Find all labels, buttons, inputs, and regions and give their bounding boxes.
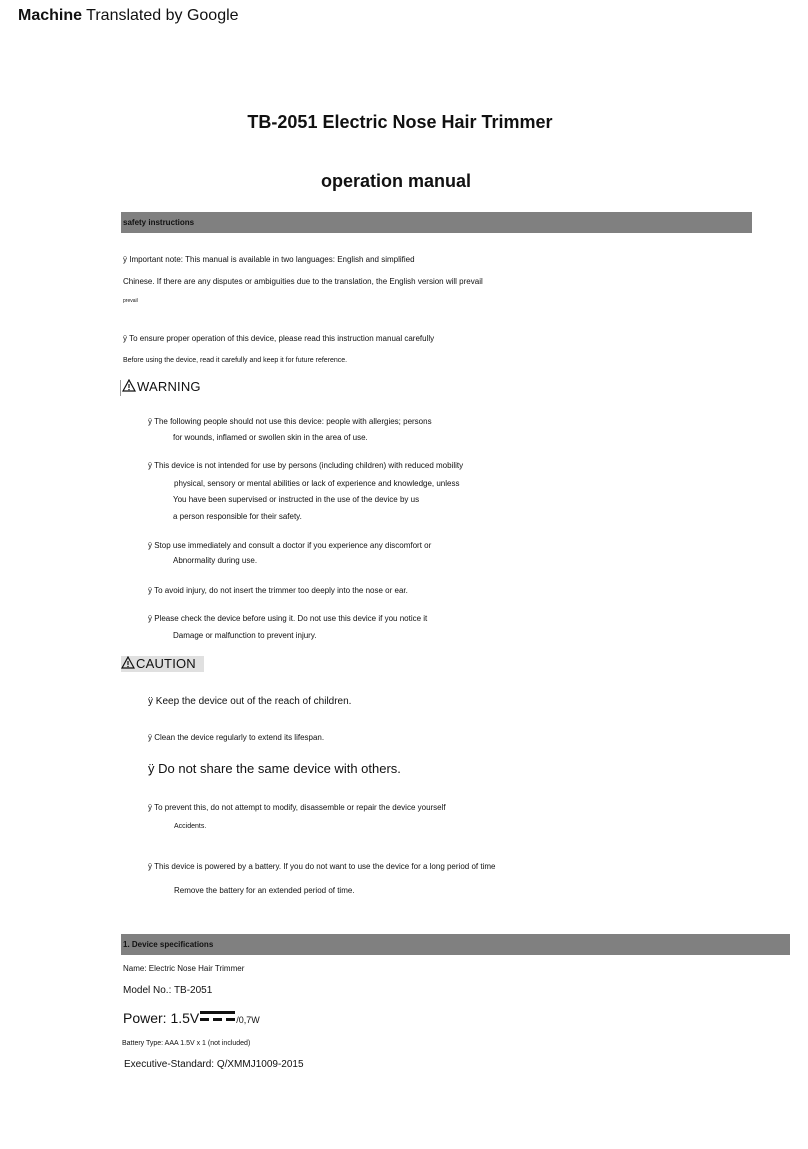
warning-item-5-l2: Damage or malfunction to prevent injury. — [173, 631, 317, 640]
caution-item-2-l1: ÿ Clean the device regularly to extend its lifespan. — [148, 733, 325, 742]
warning-margin-line — [120, 380, 121, 396]
caution-triangle-icon — [121, 656, 135, 672]
warning-item-2-l3: You have been supervised or instructed in the use of the device by us — [173, 495, 420, 504]
translation-banner — [18, 7, 239, 25]
warning-heading — [122, 379, 201, 395]
document-title: TB-2051 Electric Nose Hair Trimmer — [247, 112, 553, 132]
spec-name: Name: Electric Nose Hair Trimmer — [123, 964, 245, 973]
banner-rest: Translated by Google — [86, 7, 239, 24]
spec-power — [123, 1009, 260, 1026]
caution-item-5-l1: ÿ This device is powered by a battery. If you do not want to use the device for a long period of time — [148, 862, 496, 871]
dc-current-symbol-icon — [200, 1009, 235, 1025]
specs-section-header: 1. Device specifications — [121, 934, 790, 955]
warning-item-3-l1: ÿ Stop use immediately and consult a doctor if you experience any discomfort or — [148, 541, 432, 550]
spec-power-suffix: /0,7W — [236, 1015, 260, 1025]
safety-section-header: safety instructions — [121, 212, 752, 233]
spec-power-prefix: Power: 1.5V — [123, 1010, 200, 1026]
spec-battery: Battery Type: AAA 1.5V x 1 (not included) — [122, 1040, 251, 1047]
warning-item-3-l2: Abnormality during use. — [173, 556, 258, 565]
warning-item-2-l2: physical, sensory or mental abilities or lack of experience and knowledge, unless — [174, 479, 460, 488]
caution-item-4-l2: Accidents. — [174, 823, 207, 830]
warning-item-5-l1: ÿ Please check the device before using it. Do not use this device if you notice it — [148, 614, 428, 623]
document-subtitle: operation manual — [320, 171, 472, 191]
spec-standard: Executive-Standard: Q/XMMJ1009-2015 — [124, 1059, 304, 1070]
note1-line1: ÿ Important note: This manual is available in two languages: English and simplified — [123, 255, 415, 264]
note2-line2: Before using the device, read it carefully and keep it for future reference. — [123, 357, 348, 364]
spec-model: Model No.: TB-2051 — [123, 985, 213, 996]
note1-line2: Chinese. If there are any disputes or ambiguities due to the translation, the English version will prevail — [123, 277, 483, 286]
warning-item-1-l2: for wounds, inflamed or swollen skin in the area of use. — [173, 433, 368, 442]
warning-item-4-l1: ÿ To avoid injury, do not insert the trimmer too deeply into the nose or ear. — [148, 586, 408, 595]
caution-item-4-l1: ÿ To prevent this, do not attempt to modify, disassemble or repair the device yourself — [148, 803, 446, 812]
note2-line1: ÿ To ensure proper operation of this device, please read this instruction manual carefully — [123, 334, 435, 343]
banner-machine: Machine — [18, 7, 83, 24]
warning-item-2-l1: ÿ This device is not intended for use by persons (including children) with reduced mobility — [148, 461, 464, 470]
note1-line3: prevail — [123, 298, 138, 304]
caution-heading-text: CAUTION — [136, 656, 196, 671]
caution-item-5-l2: Remove the battery for an extended period of time. — [174, 886, 355, 895]
caution-heading — [121, 656, 204, 672]
caution-item-3-l1: ÿ Do not share the same device with others. — [148, 761, 401, 776]
warning-triangle-icon — [122, 379, 136, 395]
warning-heading-text: WARNING — [137, 379, 201, 394]
warning-item-1-l1: ÿ The following people should not use this device: people with allergies; persons — [148, 417, 432, 426]
warning-item-2-l4: a person responsible for their safety. — [173, 512, 302, 521]
caution-item-1-l1: ÿ Keep the device out of the reach of children. — [148, 696, 352, 707]
